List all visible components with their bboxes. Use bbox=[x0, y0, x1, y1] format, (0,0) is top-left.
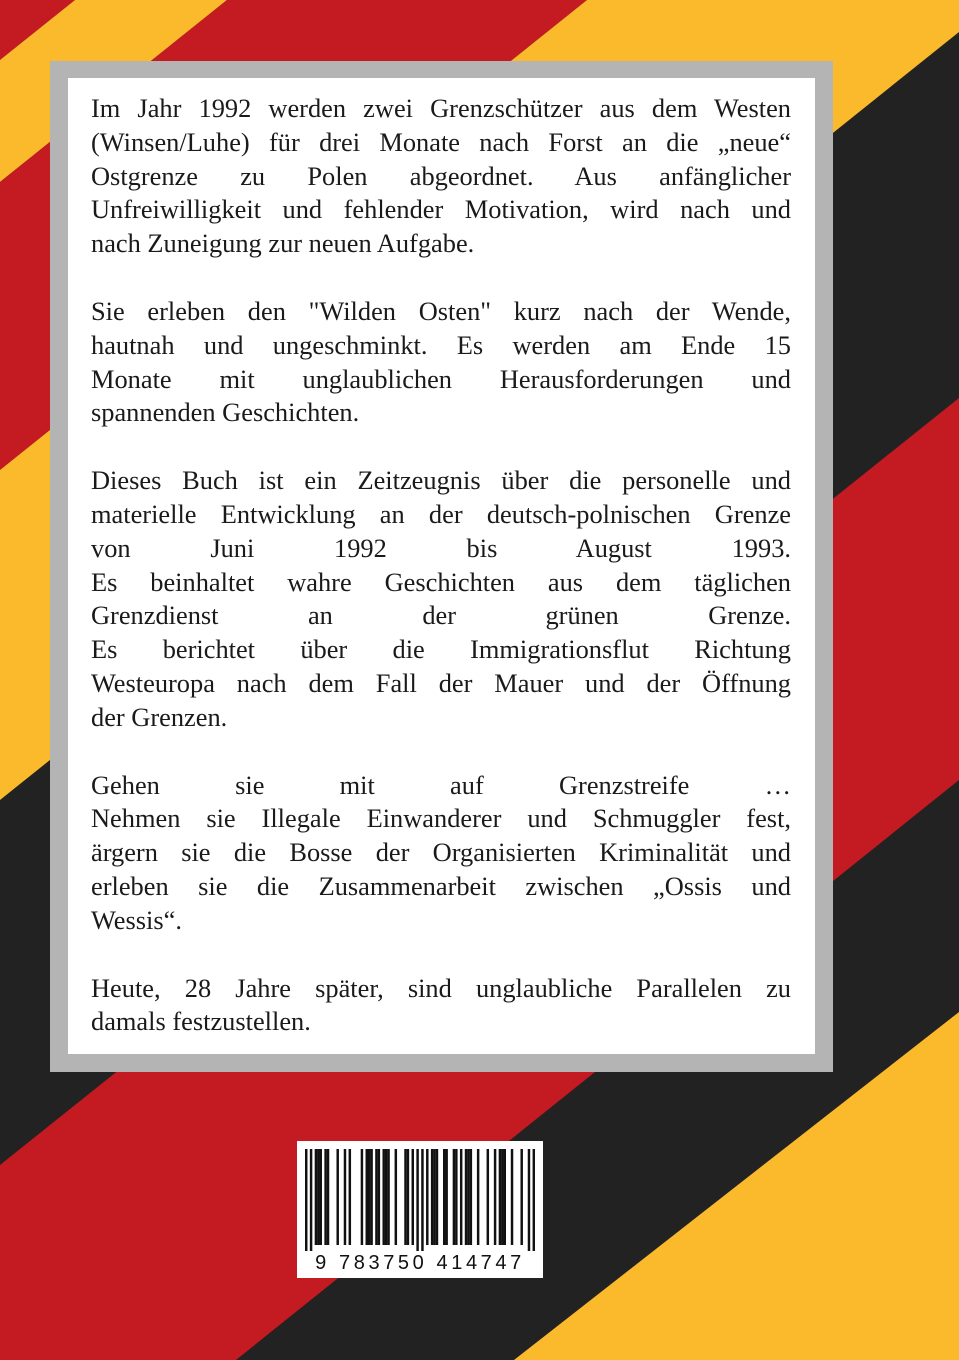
barcode-bar bbox=[395, 1149, 397, 1245]
text-line: (Winsen/Luhe) für drei Monate nach Forst an die „neue“ bbox=[91, 126, 791, 157]
paragraph bbox=[91, 464, 791, 734]
text-line: spannenden Geschichten. bbox=[91, 397, 360, 428]
barcode-bar bbox=[470, 1149, 472, 1245]
barcode-bar bbox=[324, 1149, 326, 1245]
barcode-bar bbox=[501, 1149, 503, 1245]
text-line: Nehmen sie Illegale Einwanderer und Schmuggler fest, bbox=[91, 803, 791, 834]
barcode-bar bbox=[370, 1149, 372, 1245]
barcode-bar bbox=[404, 1149, 406, 1245]
text-line: hautnah und ungeschminkt. Es werden am Ende 15 bbox=[91, 329, 791, 360]
barcode-bar bbox=[453, 1149, 455, 1245]
barcode-bar bbox=[378, 1149, 380, 1245]
barcode-bar bbox=[375, 1149, 377, 1245]
barcode-bar bbox=[477, 1149, 479, 1245]
text-line: Es berichtet über die Immigrationsflut Richtung bbox=[91, 634, 791, 665]
text-line: der Grenzen. bbox=[91, 701, 228, 732]
text-line: erleben sie die Zusammenarbeit zwischen „Ossis und bbox=[91, 870, 791, 901]
barcode-bar bbox=[385, 1149, 387, 1245]
barcode-bar bbox=[416, 1149, 418, 1251]
barcode-bar bbox=[349, 1149, 351, 1245]
barcode-bar bbox=[320, 1149, 322, 1245]
text-line: Im Jahr 1992 werden zwei Grenzschützer aus dem Westen bbox=[91, 93, 791, 123]
barcode-bar bbox=[361, 1149, 363, 1245]
text-line: Es beinhaltet wahre Geschichten aus dem täglichen bbox=[91, 566, 791, 597]
barcode-bar bbox=[327, 1149, 329, 1245]
barcode-bar bbox=[407, 1149, 409, 1245]
text-line: Dieses Buch ist ein Zeitzeugnis über die personelle und bbox=[91, 465, 791, 496]
text-line: Heute, 28 Jahre später, sind unglaubliche Parallelen zu bbox=[91, 972, 791, 1003]
paragraph bbox=[91, 769, 791, 938]
paragraph bbox=[91, 295, 791, 430]
barcode-bar bbox=[368, 1149, 370, 1245]
blurb-text bbox=[91, 92, 791, 1073]
isbn-number: 9 783750 414747 bbox=[315, 1252, 525, 1274]
barcode-bars bbox=[305, 1149, 535, 1251]
text-line: Westeuropa nach dem Fall der Mauer und der Öffnung bbox=[91, 667, 791, 698]
text-line: materielle Entwicklung an der deutsch-polnischen Grenze bbox=[91, 498, 791, 529]
paragraph bbox=[91, 92, 791, 261]
text-line: ärgern sie die Bosse der Organisierten Kriminalität und bbox=[91, 837, 791, 868]
barcode-bar bbox=[305, 1149, 307, 1251]
barcode-bar bbox=[344, 1149, 346, 1245]
barcode-bar bbox=[445, 1149, 447, 1245]
barcode-bar bbox=[487, 1149, 489, 1245]
barcode-bar bbox=[533, 1149, 535, 1251]
barcode-bar bbox=[317, 1149, 319, 1245]
barcode-bar bbox=[387, 1149, 389, 1245]
barcode-bar bbox=[426, 1149, 428, 1245]
barcode-bar bbox=[465, 1149, 467, 1245]
barcode-bar bbox=[504, 1149, 506, 1245]
barcode-bar bbox=[467, 1149, 469, 1245]
barcode-bar bbox=[412, 1149, 414, 1245]
text-line: damals festzustellen. bbox=[91, 1006, 311, 1037]
barcode-bar bbox=[528, 1149, 530, 1251]
text-line: Wessis“. bbox=[91, 904, 182, 935]
barcode-bar bbox=[520, 1149, 522, 1245]
barcode-bar bbox=[431, 1149, 433, 1245]
text-line: Monate mit unglaublichen Herausforderungen und bbox=[91, 363, 791, 394]
barcode-bar bbox=[455, 1149, 457, 1245]
text-line: Sie erleben den "Wilden Osten" kurz nach der Wende, bbox=[91, 295, 791, 326]
barcode-bar bbox=[336, 1149, 338, 1245]
text-line: nach Zuneigung zur neuen Aufgabe. bbox=[91, 228, 475, 259]
isbn-barcode bbox=[297, 1141, 543, 1278]
text-line: Gehen sie mit auf Grenzstreife … bbox=[91, 769, 791, 800]
text-line: Ostgrenze zu Polen abgeordnet. Aus anfänglicher bbox=[91, 160, 791, 191]
text-line: Grenzdienst an der grünen Grenze. bbox=[91, 600, 791, 631]
barcode-bar bbox=[366, 1149, 368, 1245]
barcode-bar bbox=[315, 1149, 317, 1245]
barcode-bar bbox=[511, 1149, 513, 1245]
barcode-bar bbox=[494, 1149, 496, 1245]
barcode-bar bbox=[310, 1149, 312, 1251]
barcode-bar bbox=[443, 1149, 445, 1245]
text-line: Unfreiwilligkeit und fehlender Motivation, wird nach und bbox=[91, 194, 791, 225]
text-line: von Juni 1992 bis August 1993. bbox=[91, 532, 791, 563]
paragraph bbox=[91, 972, 791, 1040]
barcode-bar bbox=[421, 1149, 423, 1251]
barcode-bar bbox=[499, 1149, 501, 1245]
barcode-bar bbox=[433, 1149, 435, 1245]
barcode-bar bbox=[436, 1149, 438, 1245]
barcode-bar bbox=[460, 1149, 462, 1245]
barcode-bar bbox=[382, 1149, 384, 1245]
